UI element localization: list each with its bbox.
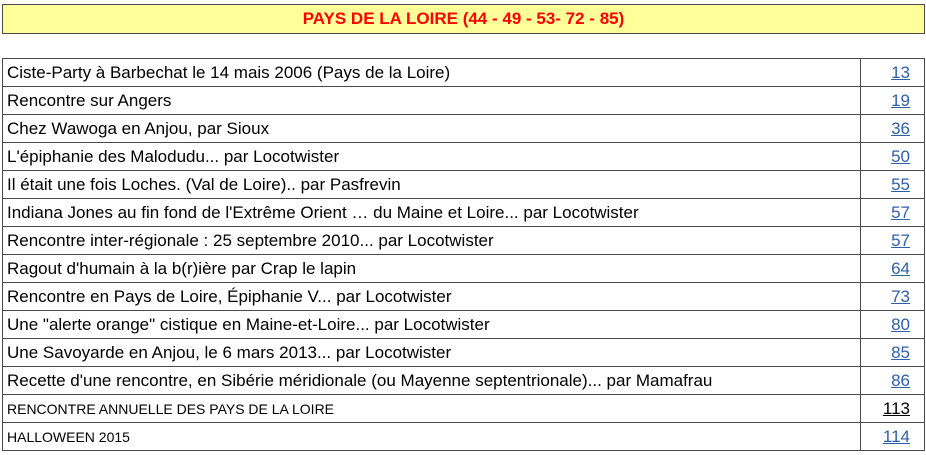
row-title: L'épiphanie des Malodudu... par Locotwister	[3, 143, 861, 171]
spacer-row	[3, 34, 925, 59]
table-row	[3, 143, 925, 171]
table-row	[3, 115, 925, 143]
row-title: RENCONTRE ANNUELLE DES PAYS DE LA LOIRE	[3, 395, 861, 423]
page-link[interactable]: 19	[891, 90, 910, 110]
table-row	[3, 199, 925, 227]
table-row	[3, 423, 925, 451]
page-link[interactable]: 86	[891, 370, 910, 390]
spacer-cell	[3, 34, 861, 59]
row-title: Une "alerte orange" cistique en Maine-et-Loire... par Locotwister	[3, 311, 861, 339]
row-title: Rencontre sur Angers	[3, 87, 861, 115]
spacer-cell-right	[861, 34, 925, 59]
row-title: Recette d'une rencontre, en Sibérie méridionale (ou Mayenne septentrionale)... par Mamafrau	[3, 367, 861, 395]
table-row	[3, 311, 925, 339]
row-title: Chez Wawoga en Anjou, par Sioux	[3, 115, 861, 143]
table-row	[3, 283, 925, 311]
row-title: Rencontre inter-régionale : 25 septembre 2010... par Locotwister	[3, 227, 861, 255]
row-title: Il était une fois Loches. (Val de Loire).. par Pasfrevin	[3, 171, 861, 199]
row-title: Indiana Jones au fin fond de l'Extrême Orient … du Maine et Loire... par Locotwister	[3, 199, 861, 227]
page-link[interactable]: 55	[891, 174, 910, 194]
page-link[interactable]: 80	[891, 314, 910, 334]
index-table	[2, 4, 925, 451]
table-row	[3, 227, 925, 255]
row-title: Ragout d'humain à la b(r)ière par Crap le lapin	[3, 255, 861, 283]
page-link[interactable]: 36	[891, 118, 910, 138]
row-title: Une Savoyarde en Anjou, le 6 mars 2013... par Locotwister	[3, 339, 861, 367]
table-row	[3, 367, 925, 395]
page-link[interactable]: 50	[891, 146, 910, 166]
page-link[interactable]: 85	[891, 342, 910, 362]
page-link[interactable]: 64	[891, 258, 910, 278]
table-row	[3, 87, 925, 115]
row-title: Ciste-Party à Barbechat le 14 mais 2006 (Pays de la Loire)	[3, 59, 861, 87]
section-title: PAYS DE LA LOIRE (44 - 49 - 53- 72 - 85)	[3, 5, 925, 34]
row-title: HALLOWEEN 2015	[3, 423, 861, 451]
page-link[interactable]: 57	[891, 230, 910, 250]
table-row	[3, 171, 925, 199]
table-row	[3, 59, 925, 87]
row-title: Rencontre en Pays de Loire, Épiphanie V... par Locotwister	[3, 283, 861, 311]
page-link[interactable]: 73	[891, 286, 910, 306]
page-link[interactable]: 57	[891, 202, 910, 222]
page-link[interactable]: 13	[891, 62, 910, 82]
table-row	[3, 255, 925, 283]
table-row	[3, 339, 925, 367]
page-link[interactable]: 113	[882, 398, 910, 418]
header-row	[3, 5, 925, 34]
page-link[interactable]: 114	[882, 426, 910, 446]
table-row	[3, 395, 925, 423]
